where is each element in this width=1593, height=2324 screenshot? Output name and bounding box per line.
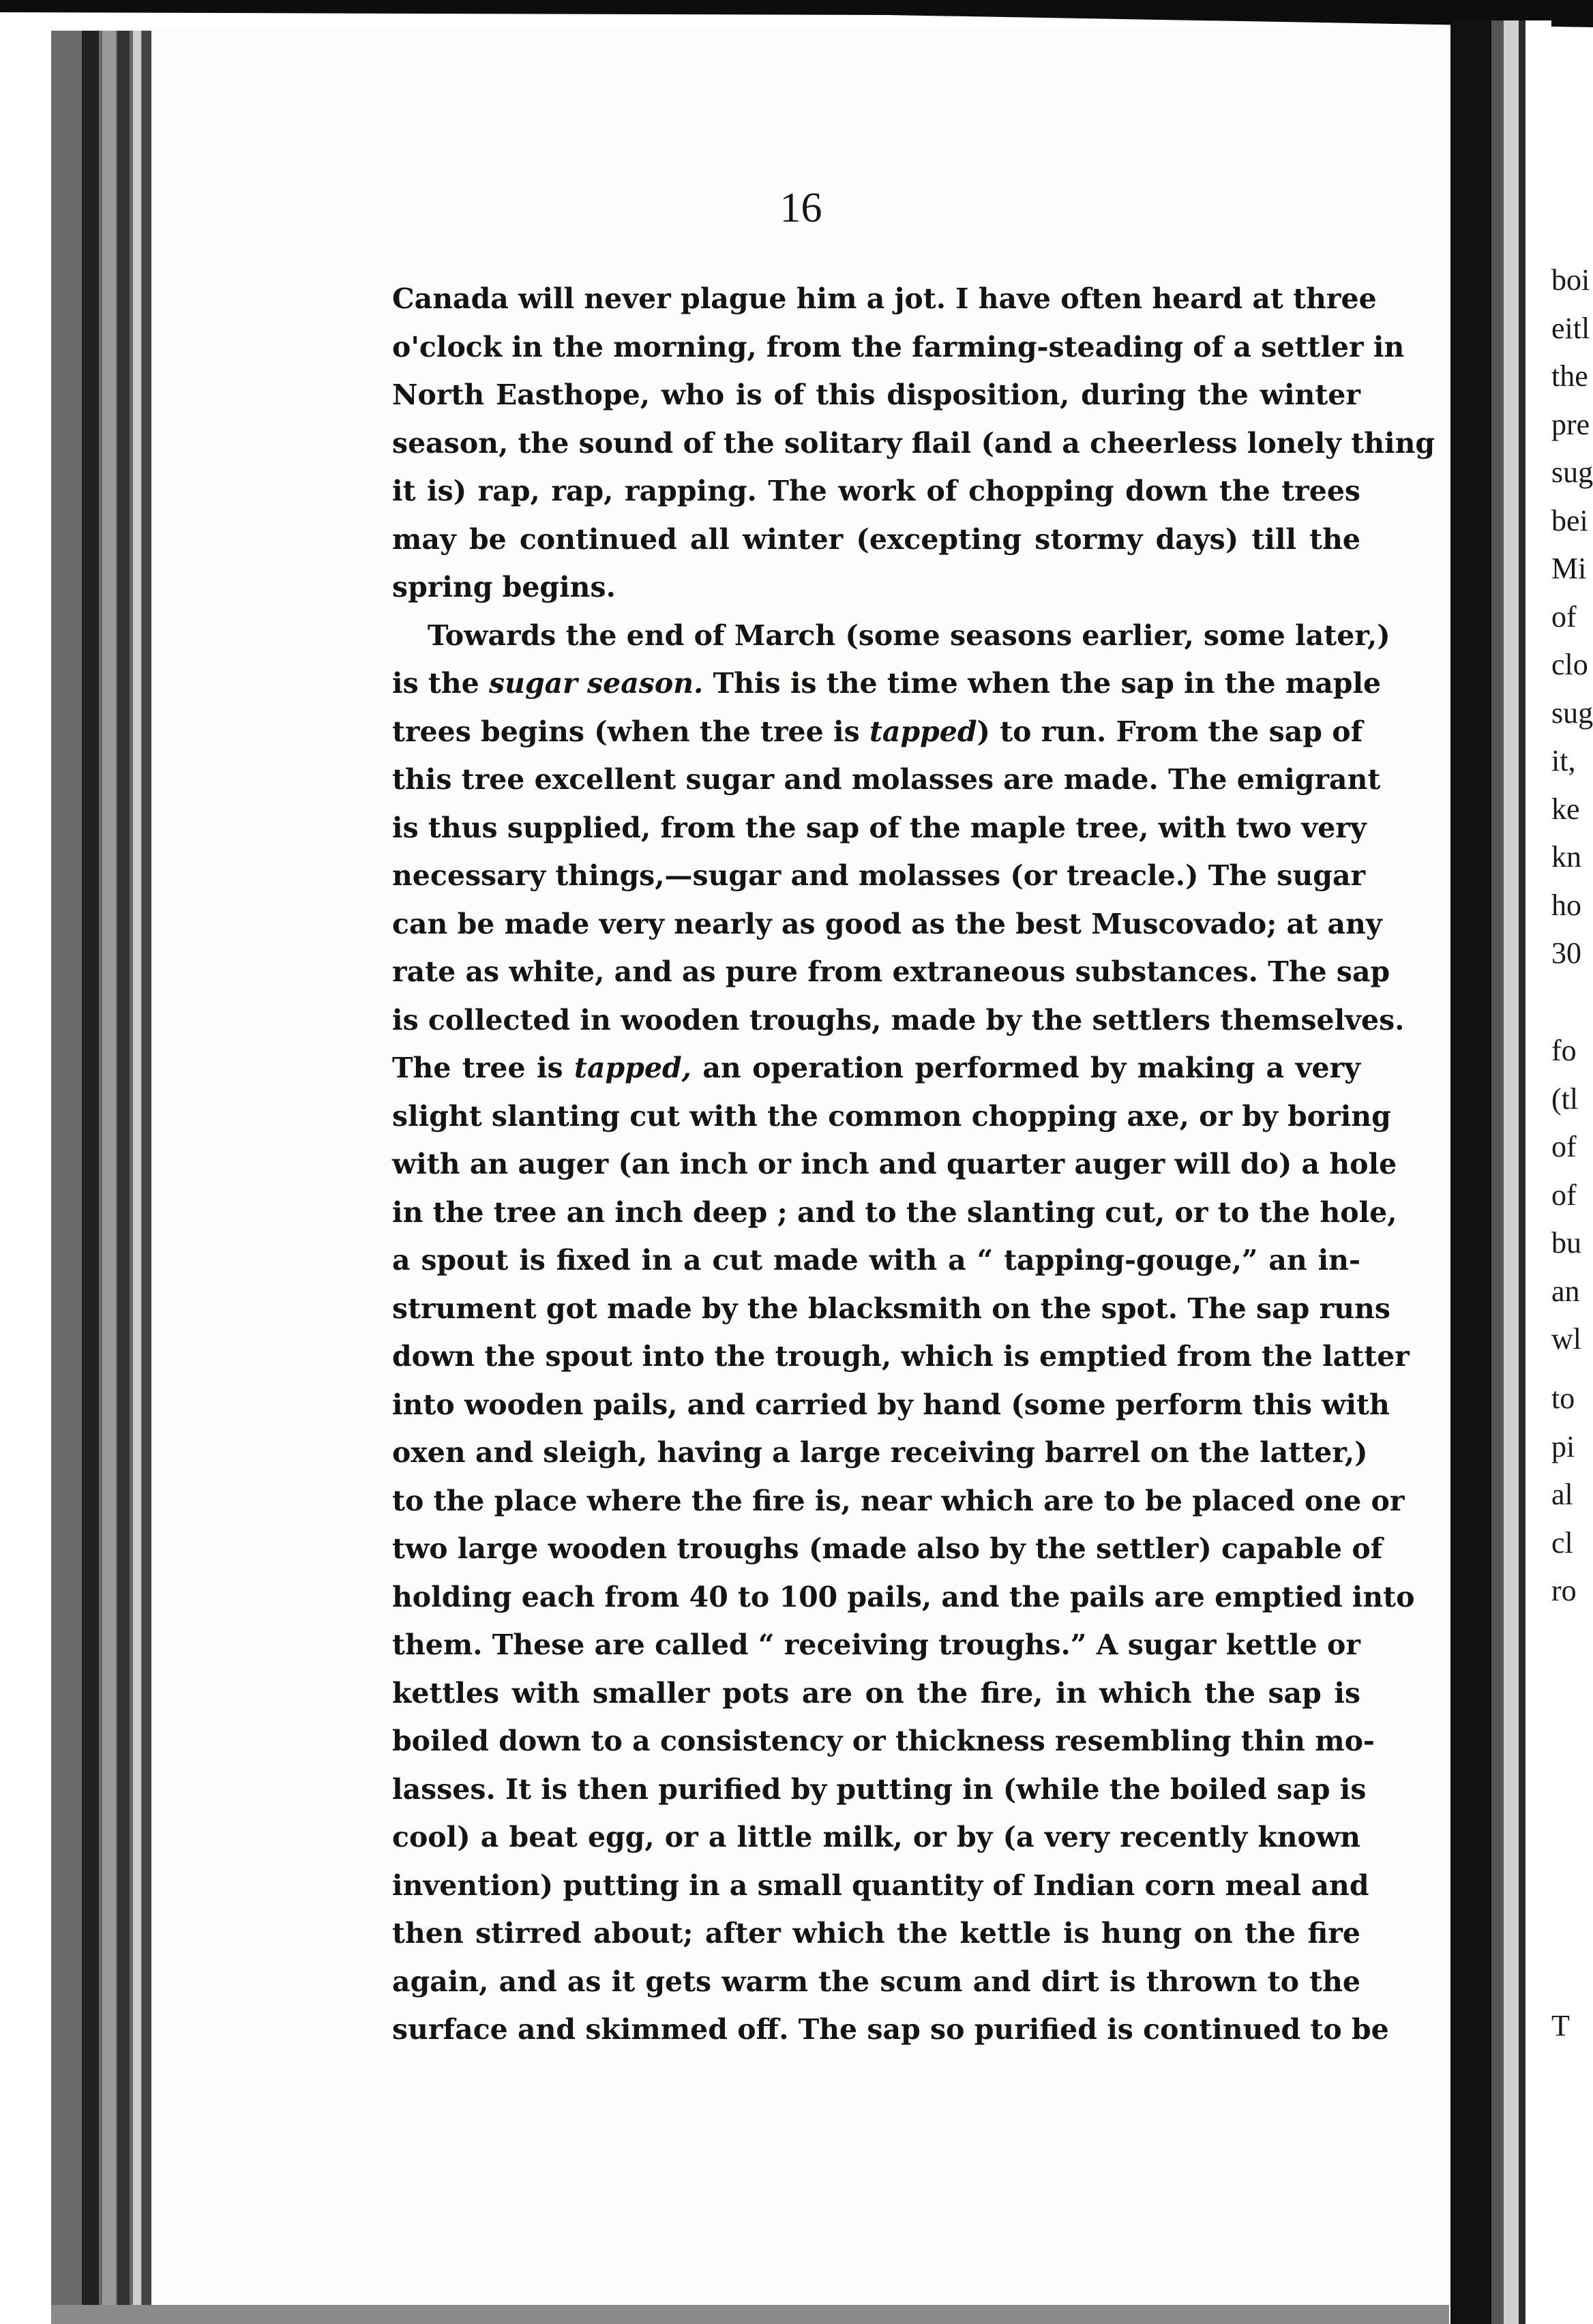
- text-line: strument got made by the blacksmith on the spot. The sap runs: [392, 1292, 1390, 1325]
- facing-page-text: al: [1551, 1478, 1573, 1511]
- text-line: a spout is fixed in a cut made with a “ tapping-gouge,” an in-: [392, 1244, 1360, 1277]
- facing-page-text: bei: [1551, 503, 1588, 537]
- text-line: is the sugar season. This is the time when the sap in the maple: [392, 667, 1382, 700]
- text-line: can be made very nearly as good as the best Muscovado; at any: [392, 907, 1382, 940]
- text-line: surface and skimmed off. The sap so purified is continued to be: [392, 2013, 1389, 2046]
- text-line: with an auger (an inch or inch and quarter auger will do) a hole: [392, 1148, 1397, 1180]
- facing-page-text: 30: [1551, 936, 1581, 970]
- facing-page-text: to: [1551, 1382, 1575, 1415]
- facing-page-text: clo: [1551, 648, 1588, 681]
- page-number: 16: [779, 185, 822, 231]
- text-line: is collected in wooden troughs, made by the settlers themselves.: [392, 1003, 1405, 1037]
- text-line: North Easthope, who is of this disposition, during the winter: [392, 378, 1360, 411]
- text-line: The tree is tapped, an operation performed by making a very: [392, 1052, 1360, 1084]
- text-line: into wooden pails, and carried by hand (some perform this with: [392, 1388, 1390, 1421]
- text-line: oxen and sleigh, having a large receiving barrel on the latter,): [392, 1436, 1368, 1469]
- text-line: o'clock in the morning, from the farming-steading of a settler in: [392, 330, 1405, 363]
- facing-page-text: ro: [1551, 1574, 1577, 1607]
- text-line: kettles with smaller pots are on the fire, in which the sap is: [392, 1676, 1360, 1710]
- text-line: this tree excellent sugar and molasses are made. The emigrant: [392, 763, 1381, 796]
- facing-page-text: an: [1551, 1274, 1580, 1308]
- text-line: then stirred about; after which the kettle is hung on the fire: [392, 1917, 1360, 1950]
- facing-page-text: wl: [1551, 1322, 1581, 1356]
- facing-page-text: of: [1551, 1130, 1577, 1163]
- text-line: it is) rap, rap, rapping. The work of chopping down the trees: [392, 475, 1360, 507]
- facing-page-text: bu: [1551, 1226, 1581, 1260]
- text-line: may be continued all winter (excepting stormy days) till the: [392, 522, 1360, 556]
- facing-page-text: the: [1551, 359, 1588, 393]
- body-text: [392, 275, 1435, 2054]
- facing-page-text: eitl: [1551, 311, 1590, 345]
- facing-page-text: (tl: [1551, 1082, 1579, 1116]
- text-line: spring begins.: [392, 571, 616, 604]
- text-line: trees begins (when the tree is tapped) to run. From the sap of: [392, 715, 1363, 748]
- text-line: invention) putting in a small quantity of Indian corn meal and: [392, 1868, 1369, 1902]
- text-line: lasses. It is then purified by putting in (while the boiled sap is: [392, 1772, 1367, 1806]
- facing-page-text: fo: [1551, 1034, 1577, 1067]
- text-line: is thus supplied, from the sap of the maple tree, with two very: [392, 811, 1367, 844]
- facing-page-text: pre: [1551, 407, 1590, 441]
- text-line: slight slanting cut with the common chopping axe, or by boring: [392, 1099, 1391, 1133]
- facing-page-text: ke: [1551, 792, 1580, 826]
- facing-page-text: T: [1551, 2009, 1570, 2042]
- facing-page-fragment: [1551, 256, 1593, 2070]
- facing-page-text: boi: [1551, 263, 1590, 297]
- text-line: again, and as it gets warm the scum and dirt is thrown to the: [392, 1965, 1360, 1998]
- facing-page-text: ho: [1551, 888, 1581, 922]
- text-line: them. These are called “ receiving troughs.” A sugar kettle or: [392, 1628, 1360, 1661]
- text-line: Towards the end of March (some seasons earlier, some later,): [428, 619, 1390, 652]
- facing-page-text: cl: [1551, 1525, 1573, 1560]
- text-line: cool) a beat egg, or a little milk, or by (a very recently known: [392, 1821, 1360, 1853]
- text-line: necessary things,—sugar and molasses (or treacle.) The sugar: [392, 859, 1366, 892]
- facing-page-text: it,: [1551, 744, 1576, 777]
- facing-page-text: of: [1551, 599, 1577, 634]
- text-line: two large wooden troughs (made also by the settler) capable of: [392, 1532, 1383, 1565]
- text-line: holding each from 40 to 100 pails, and the pails are emptied into: [392, 1580, 1415, 1613]
- facing-page-text: of: [1551, 1178, 1577, 1212]
- facing-page-text: sug: [1551, 456, 1593, 489]
- text-line: boiled down to a consistency or thickness resembling thin mo-: [392, 1725, 1375, 1757]
- facing-page-text: pi: [1551, 1429, 1575, 1463]
- facing-page-text: sug: [1551, 696, 1593, 730]
- text-line: down the spout into the trough, which is emptied from the latter: [392, 1340, 1410, 1373]
- text-line: season, the sound of the solitary flail (and a cheerless lonely thing: [392, 426, 1435, 460]
- text-line: to the place where the fire is, near which are to be placed one or: [392, 1484, 1405, 1517]
- text-line: Canada will never plague him a jot. I have often heard at three: [392, 282, 1377, 315]
- facing-page-text: Mi: [1551, 552, 1587, 585]
- facing-page-text: kn: [1551, 840, 1581, 874]
- text-line: in the tree an inch deep ; and to the slanting cut, or to the hole,: [392, 1195, 1397, 1229]
- text-line: rate as white, and as pure from extraneous substances. The sap: [392, 955, 1390, 988]
